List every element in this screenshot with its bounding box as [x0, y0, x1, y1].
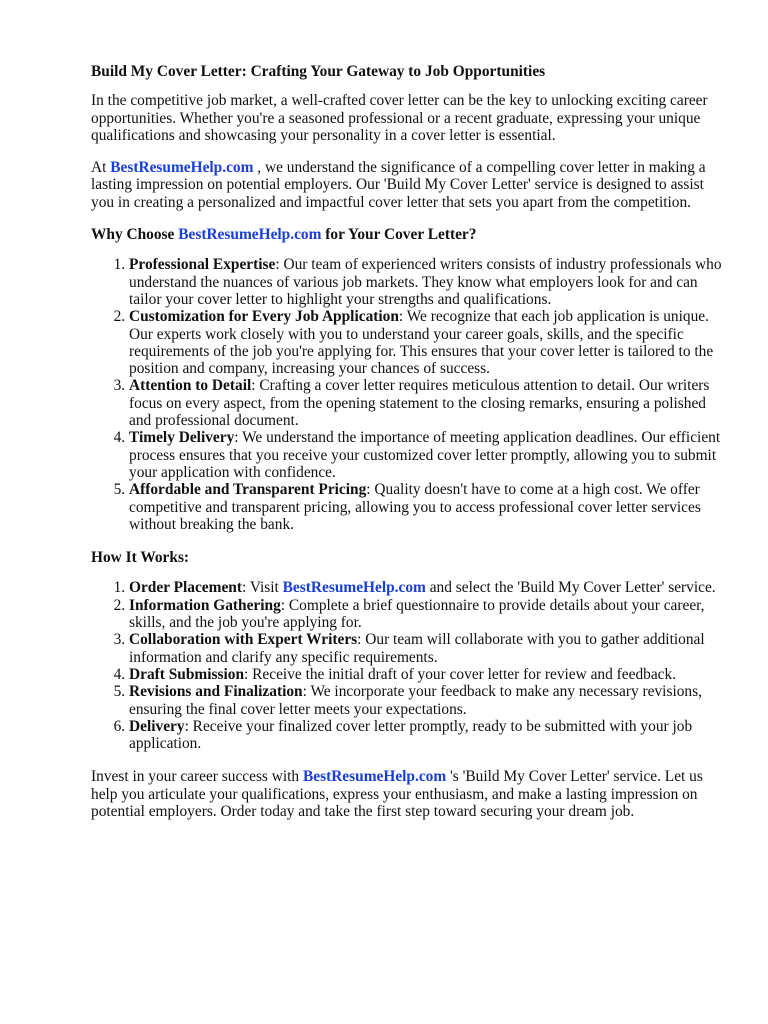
why-choose-heading: [91, 226, 728, 243]
service-paragraph-suffix: , we understand the significance of a compelling cover letter in making a lasting impression on potential employers. Our 'Build My Cover Letter' service is designed to assist you in creating a personalized and impactful cover letter that sets you apart from the competition.: [91, 159, 706, 211]
list-item: [129, 579, 728, 596]
list-item-term: Information Gathering: [129, 596, 281, 614]
list-item: [129, 718, 728, 753]
list-item-text: : Visit: [241, 579, 283, 597]
closing-prefix: Invest in your career success with: [91, 768, 303, 786]
list-item-text: : We incorporate your feedback to make any necessary revisions, ensuring the final cover letter meets your expectations.: [129, 683, 702, 718]
closing-suffix: 's 'Build My Cover Letter' service. Let us help you articulate your qualifications, express your enthusiasm, and make a lasting impression on potential employers. Order today and take the first step toward securing your dream job.: [91, 768, 703, 820]
list-item-term: Attention to Detail: [129, 377, 252, 395]
list-item-term: Revisions and Finalization: [129, 683, 303, 701]
how-it-works-list: [91, 579, 728, 752]
bestresumehelp-link[interactable]: BestResumeHelp.com: [110, 159, 254, 177]
bestresumehelp-link[interactable]: BestResumeHelp.com: [282, 579, 426, 597]
list-item-text: : We recognize that each job application is unique. Our experts work closely with you to understand your career goals, skills, and the specific requirements of the job you're applying for. This ensures that your cover letter is tailored to the position and company, increasing your chances of success.: [129, 308, 714, 378]
list-item-text: : Receive the initial draft of your cover letter for review and feedback.: [244, 665, 677, 683]
bestresumehelp-link[interactable]: BestResumeHelp.com: [302, 768, 447, 786]
list-item-term: Collaboration with Expert Writers: [129, 631, 358, 649]
closing-paragraph: [91, 768, 728, 820]
list-item-text: : Crafting a cover letter requires meticulous attention to detail. Our writers focus on every aspect, from the opening statement to the closing remarks, ensuring a polished and professional document.: [129, 377, 710, 430]
list-item-term: Order Placement: [129, 579, 242, 597]
list-item: [129, 377, 728, 429]
service-paragraph-prefix: At: [91, 159, 111, 177]
list-item-text: : Complete a brief questionnaire to provide details about your career, skills, and the job you're applying for.: [129, 596, 705, 632]
intro-paragraph: In the competitive job market, a well-crafted cover letter can be the key to unlocking exciting career opportunities. Whether you're a seasoned professional or a recent graduate, expressing your unique qualifications and showcasing your personality in a cover letter is essential.: [91, 92, 708, 144]
list-item: [129, 256, 728, 308]
list-item-term: Customization for Every Job Application: [129, 308, 399, 326]
list-item-term: Affordable and Transparent Pricing: [129, 481, 367, 499]
list-item: [129, 666, 728, 683]
list-item: [129, 429, 728, 481]
list-item-text: : Quality doesn't have to come at a high cost. We offer competitive and transparent pricing, allowing you to access professional cover letter services without breaking the bank.: [129, 481, 701, 533]
why-choose-list: [91, 256, 728, 533]
how-it-works-heading: How It Works:: [91, 549, 190, 567]
list-item: [129, 481, 728, 533]
list-item-text: and select the 'Build My Cover Letter' service.: [425, 579, 716, 597]
document-title: Build My Cover Letter: Crafting Your Gateway to Job Opportunities: [91, 63, 546, 80]
list-item-term: Draft Submission: [129, 665, 245, 683]
list-item: [129, 597, 728, 632]
why-heading-suffix: for Your Cover Letter?: [321, 226, 477, 244]
list-item: [129, 683, 728, 718]
list-item-term: Timely Delivery: [129, 429, 235, 447]
list-item: [129, 631, 728, 666]
bestresumehelp-link[interactable]: BestResumeHelp.com: [178, 226, 322, 244]
list-item-term: Professional Expertise: [129, 256, 276, 274]
list-item-term: Delivery: [129, 717, 185, 735]
list-item-text: : Our team will collaborate with you to gather additional information and clarify any specific requirements.: [129, 631, 705, 666]
service-paragraph: [91, 159, 728, 211]
list-item: [129, 308, 728, 377]
why-heading-prefix: Why Choose: [91, 226, 179, 244]
list-item-text: : Our team of experienced writers consists of industry professionals who understand the nuances of various job markets. They know what employers look for and can tailor your cover letter to highlight your strengths and qualifications.: [129, 256, 722, 308]
list-item-text: : We understand the importance of meeting application deadlines. Our efficient process ensures that you receive your customized cover letter promptly, allowing you to submit your application with confidence.: [129, 429, 721, 481]
list-item-text: : Receive your finalized cover letter promptly, ready to be submitted with your job application.: [129, 717, 693, 753]
